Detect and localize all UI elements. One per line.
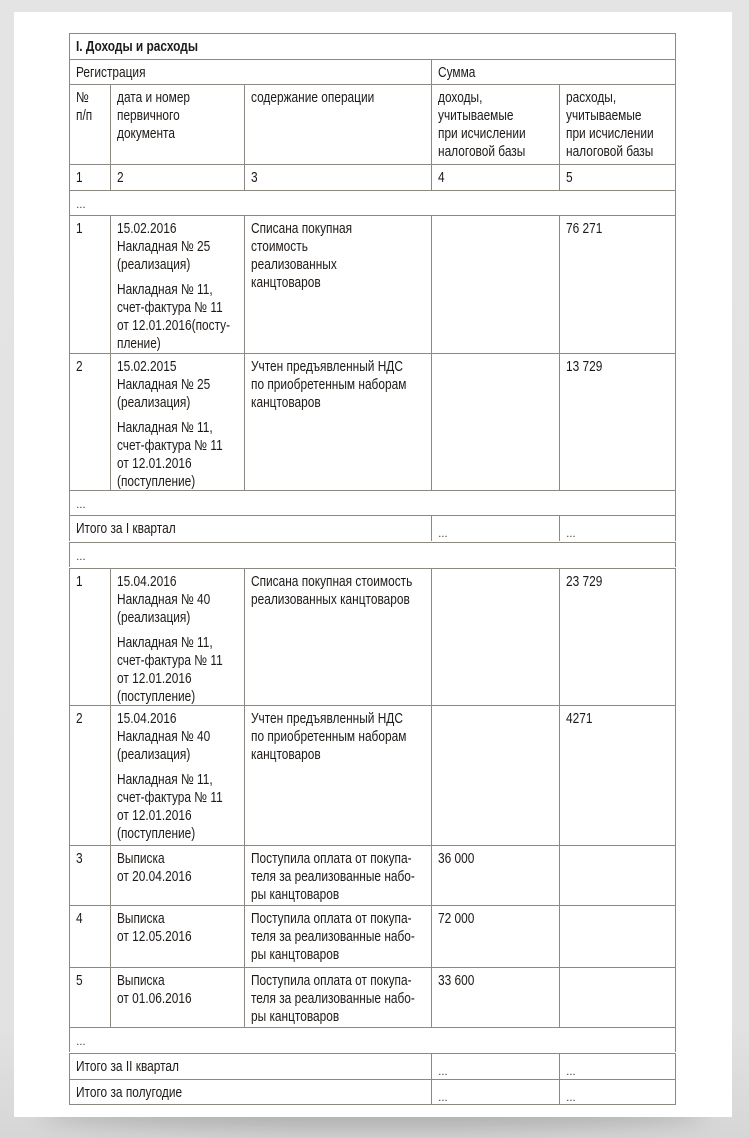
cell-text: Сумма <box>438 65 476 81</box>
total-label <box>69 1053 431 1079</box>
cell-text: (реализация) <box>117 610 191 626</box>
table-row <box>69 353 676 490</box>
income-amount <box>431 845 559 905</box>
ellipsis-row <box>69 190 676 215</box>
cell-text: 2 <box>76 359 83 375</box>
cell-text: Накладная № 11, <box>117 772 213 788</box>
cell-text: I. Доходы и расходы <box>76 39 199 55</box>
cell-text: от 20.04.2016 <box>117 869 192 885</box>
cell-text: учитываемые <box>438 108 514 124</box>
operation-content <box>244 568 431 705</box>
cell-text: ры канцтоваров <box>251 947 340 963</box>
cell-text: ры канцтоваров <box>251 1009 340 1025</box>
column-number <box>559 164 676 190</box>
table-row <box>69 905 676 967</box>
cell-text: Регистрация <box>76 65 146 81</box>
income-amount <box>431 967 559 1027</box>
cell-text: налоговой базы <box>566 144 654 160</box>
cell-text: (поступление) <box>117 474 196 490</box>
column-number <box>110 164 244 190</box>
total-expense <box>559 1079 676 1105</box>
income-amount <box>431 353 559 490</box>
cell-text: 15.02.2015 <box>117 359 177 375</box>
cell-text: первичного <box>117 108 180 124</box>
sum-header <box>431 59 676 84</box>
cell-text: счет-фактура № 11 <box>117 790 223 806</box>
cell-text: Учтен предъявленный НДС <box>251 359 403 375</box>
q1-total-row <box>69 515 676 541</box>
cell-text: канцтоваров <box>251 747 321 763</box>
cell-text: 15.02.2016 <box>117 221 177 237</box>
cell-text: документа <box>117 126 175 142</box>
total-label <box>69 515 431 541</box>
cell-text: 72 000 <box>438 911 475 927</box>
primary-document <box>110 845 244 905</box>
cell-text: расходы, <box>566 90 617 106</box>
cell-text: ры канцтоваров <box>251 887 340 903</box>
operation-content <box>244 705 431 845</box>
cell-text: по приобретенным наборам <box>251 377 407 393</box>
cell-text: Накладная № 11, <box>117 420 213 436</box>
primary-document <box>110 353 244 490</box>
cell-text: Выписка <box>117 851 165 867</box>
cell-text: при исчислении <box>566 126 654 142</box>
cell-text: … <box>76 197 88 211</box>
cell-text: № <box>76 90 89 106</box>
table-row <box>69 568 676 705</box>
cell-text: канцтоваров <box>251 395 321 411</box>
registration-header <box>69 59 431 84</box>
cell-text: 5 <box>76 973 83 989</box>
cell-text: 4 <box>76 911 83 927</box>
row-number <box>69 215 110 353</box>
cell-text: 15.04.2016 <box>117 711 177 727</box>
operation-content <box>244 845 431 905</box>
cell-text: реализованных канцтоваров <box>251 592 410 608</box>
cell-text: теля за реализованные набо- <box>251 929 415 945</box>
cell-text: счет-фактура № 11 <box>117 438 223 454</box>
cell-text: Итого за II квартал <box>76 1059 179 1075</box>
cell-text: 3 <box>76 851 83 867</box>
cell-text: … <box>566 1090 578 1104</box>
cell-text: по приобретенным наборам <box>251 729 407 745</box>
group-header-row <box>69 59 676 84</box>
cell-text: 33 600 <box>438 973 475 989</box>
primary-document <box>110 705 244 845</box>
cell-text: Накладная № 11, <box>117 282 213 298</box>
income-amount <box>431 215 559 353</box>
cell-text: 2 <box>76 711 83 727</box>
ellipsis-cell <box>69 190 676 215</box>
operation-content <box>244 905 431 967</box>
column-number <box>431 164 559 190</box>
cell-text: 4271 <box>566 711 593 727</box>
expense-amount <box>559 705 676 845</box>
cell-text: 1 <box>76 221 83 237</box>
operation-content <box>244 215 431 353</box>
cell-text: 1 <box>76 574 83 590</box>
cell-text: Учтен предъявленный НДС <box>251 711 403 727</box>
cell-text: (поступление) <box>117 826 196 842</box>
cell-text: (реализация) <box>117 257 191 273</box>
income-amount <box>431 905 559 967</box>
table-row <box>69 705 676 845</box>
total-expense <box>559 1053 676 1079</box>
ellipsis-row <box>69 1027 676 1052</box>
cell-text: Списана покупная стоимость <box>251 574 413 590</box>
half-year-total-row <box>69 1079 676 1105</box>
expense-amount <box>559 568 676 705</box>
row-number <box>69 905 110 967</box>
cell-text: Итого за I квартал <box>76 521 176 537</box>
cell-text: … <box>566 1064 578 1078</box>
primary-document <box>110 905 244 967</box>
column-header-row <box>69 84 676 164</box>
cell-text: Выписка <box>117 911 165 927</box>
cell-text: … <box>438 1064 450 1078</box>
table-row <box>69 967 676 1027</box>
cell-text: (поступление) <box>117 689 196 705</box>
cell-text: … <box>438 1090 450 1104</box>
cell-text: реализованных <box>251 257 337 273</box>
cell-text: от 12.01.2016(посту- <box>117 318 231 334</box>
cell-text: … <box>76 497 88 511</box>
cell-text: стоимость <box>251 239 308 255</box>
income-amount <box>431 568 559 705</box>
cell-text: канцтоваров <box>251 275 321 291</box>
cell-text: 13 729 <box>566 359 603 375</box>
cell-text: теля за реализованные набо- <box>251 991 415 1007</box>
ellipsis-row <box>69 490 676 515</box>
expense-amount <box>559 967 676 1027</box>
cell-text: Накладная № 40 <box>117 729 211 745</box>
cell-text: от 12.05.2016 <box>117 929 192 945</box>
cell-text: от 12.01.2016 <box>117 456 192 472</box>
cell-text: счет-фактура № 11 <box>117 300 223 316</box>
cell-text: налоговой базы <box>438 144 526 160</box>
cell-text: 4 <box>438 170 445 186</box>
cell-text: (реализация) <box>117 747 191 763</box>
column-number <box>244 164 431 190</box>
total-label <box>69 1079 431 1105</box>
cell-text: Поступила оплата от покупа- <box>251 851 412 867</box>
table-title-row <box>69 33 676 59</box>
total-income <box>431 515 559 541</box>
ellipsis-row <box>69 542 676 567</box>
cell-text: … <box>438 526 450 540</box>
cell-text: от 12.01.2016 <box>117 671 192 687</box>
cell-text: … <box>76 549 88 563</box>
cell-text: Списана покупная <box>251 221 353 237</box>
column-number-row <box>69 164 676 190</box>
column-header <box>431 84 559 164</box>
cell-text: Накладная № 25 <box>117 239 211 255</box>
cell-text: счет-фактура № 11 <box>117 653 223 669</box>
operation-content <box>244 353 431 490</box>
column-header <box>69 84 110 164</box>
cell-text: от 01.06.2016 <box>117 991 192 1007</box>
document-sheet <box>14 12 732 1117</box>
cell-text: 5 <box>566 170 573 186</box>
table-row <box>69 845 676 905</box>
q2-total-row <box>69 1053 676 1079</box>
cell-text: дата и номер <box>117 90 191 106</box>
expense-amount <box>559 353 676 490</box>
cell-text: Поступила оплата от покупа- <box>251 911 412 927</box>
cell-text: … <box>76 1034 88 1048</box>
cell-text: 76 271 <box>566 221 603 237</box>
cell-text: от 12.01.2016 <box>117 808 192 824</box>
cell-text: 2 <box>117 170 124 186</box>
cell-text: 36 000 <box>438 851 475 867</box>
cell-text: 23 729 <box>566 574 603 590</box>
expense-amount <box>559 845 676 905</box>
row-number <box>69 705 110 845</box>
column-header <box>244 84 431 164</box>
primary-document <box>110 215 244 353</box>
expense-amount <box>559 215 676 353</box>
cell-text: 3 <box>251 170 258 186</box>
cell-text: 1 <box>76 170 83 186</box>
cell-text: (реализация) <box>117 395 191 411</box>
cell-text: Накладная № 25 <box>117 377 211 393</box>
cell-text: Накладная № 40 <box>117 592 211 608</box>
table-row <box>69 215 676 353</box>
cell-text: Поступила оплата от покупа- <box>251 973 412 989</box>
row-number <box>69 353 110 490</box>
cell-text: учитываемые <box>566 108 642 124</box>
cell-text: теля за реализованные набо- <box>251 869 415 885</box>
row-number <box>69 967 110 1027</box>
cell-text: при исчислении <box>438 126 526 142</box>
column-header <box>110 84 244 164</box>
column-number <box>69 164 110 190</box>
cell-text: п/п <box>76 108 93 124</box>
income-amount <box>431 705 559 845</box>
operation-content <box>244 967 431 1027</box>
table-title <box>69 33 676 59</box>
cell-text: … <box>566 526 578 540</box>
primary-document <box>110 967 244 1027</box>
row-number <box>69 568 110 705</box>
total-income <box>431 1079 559 1105</box>
ellipsis-cell <box>69 542 676 567</box>
total-expense <box>559 515 676 541</box>
row-number <box>69 845 110 905</box>
cell-text: 15.04.2016 <box>117 574 177 590</box>
cell-text: Итого за полугодие <box>76 1085 183 1101</box>
cell-text: доходы, <box>438 90 483 106</box>
cell-text: Накладная № 11, <box>117 635 213 651</box>
cell-text: содержание операции <box>251 90 375 106</box>
ellipsis-cell <box>69 490 676 515</box>
ellipsis-cell <box>69 1027 676 1052</box>
expense-amount <box>559 905 676 967</box>
cell-text: пление) <box>117 336 161 352</box>
cell-text: Выписка <box>117 973 165 989</box>
column-header <box>559 84 676 164</box>
primary-document <box>110 568 244 705</box>
total-income <box>431 1053 559 1079</box>
